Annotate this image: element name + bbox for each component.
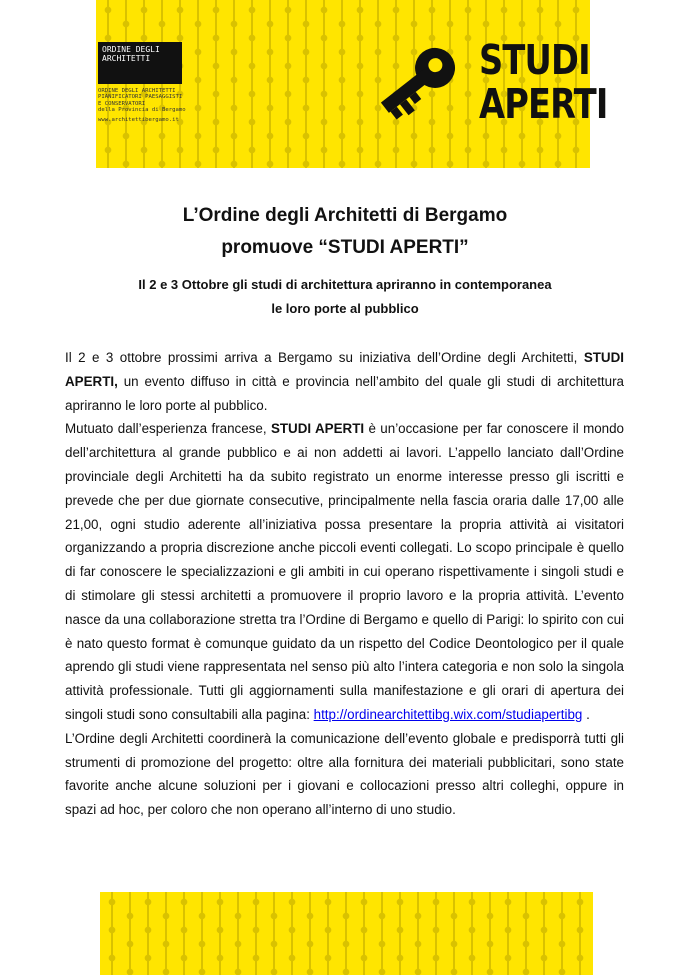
p1-text-c: un evento diffuso in città e provincia nell’ambito del quale gli studi di architettura apriranno le loro porte al pubblico. [65, 373, 624, 413]
title-line-2: promuove “STUDI APERTI” [221, 237, 469, 258]
org-line-2: PIANIFICATORI PAESAGGISTI [98, 94, 183, 101]
p1-text-a: Il 2 e 3 ottobre prossimi arriva a Bergamo su iniziativa dell’Ordine degli Architetti, [65, 350, 584, 365]
studi-aperti-link[interactable]: http://ordinearchitettibg.wix.com/studiapertibg [313, 706, 583, 722]
key-icon [372, 44, 472, 130]
article-body [65, 346, 624, 822]
org-line-4: della Provincia di Bergamo [98, 106, 186, 113]
logo-word-studi: STUDI [479, 36, 590, 84]
p2-text-a: Mutuato dall’esperienza francese, [65, 421, 271, 437]
p2-bold: STUDI APERTI [270, 421, 365, 437]
org-logo-badge [98, 42, 182, 84]
paragraph-1 [65, 346, 624, 417]
org-line-1: ORDINE DEGLI ARCHITETTI [98, 88, 176, 94]
paragraph-3: L’Ordine degli Architetti coordinerà la comunicazione dell’evento globale e predisporrà tutti gli strumenti di promozione del progetto: oltre alla fornitura dei materiali pubblicitari, sono state favorite anche alcune soluzioni per i giovani e collocazioni presso altri colleghi, oppure in spazi ad hoc, per coloro che non operano all’interno di uno studio. [65, 730, 624, 818]
subtitle-line-2: le loro porte al pubblico [271, 301, 419, 316]
org-website: www.architettibergamo.it [98, 117, 179, 124]
paragraph-2 [65, 417, 624, 726]
p2-text-c: è un’occasione per far conoscere il mondo dell’architettura al grande pubblico e ai non addetti ai lavori. L’appello lanciato dall’Ordine provinciale degli Architetti ha da subito registrato un enorme interesse presso gli iscritti e prevede che per due giornate consecutive, principalmente nella fascia oraria dalle 17,00 alle 21,00, ogni studio aderente all’iniziativa possa presentare la propria attività ai visitatori organizzando a propria discrezione anche piccoli eventi collegati. Lo scopo principale è quello di far conoscere le specializzazioni e gli ambiti in cui operano rispettivamente i singoli studi e di stimolare gli stessi architetti a promuovere il proprio lavoro e la propria attività. L’evento nasce da una collaborazione stretta tra l’Ordine di Bergamo e quello di Parigi: lo spirito con cui è nato questo format è comunque guidato da un rispetto del Codice Deontologico per il quale aprendo gli studi viene rappresentata nel senso più alto l’intera categoria e non solo la singola attività professionale. Tutti gli aggiornamenti sulla manifestazione e gli orari di apertura dei singoli studi sono consultabili alla pagina: [65, 421, 625, 722]
org-line-3: E CONSERVATORI [98, 100, 146, 107]
title-line-1: L’Ordine degli Architetti di Bergamo [182, 205, 508, 226]
footer-banner [100, 892, 593, 975]
p2-text-d: . [582, 706, 590, 722]
org-name-block [98, 88, 208, 123]
org-badge-text: ORDINE DEGLI ARCHITETTI [102, 45, 160, 63]
p1-bold: STUDI APERTI, [65, 350, 624, 389]
subtitle-line-1: Il 2 e 3 Ottobre gli studi di architettura apriranno in contemporanea [138, 277, 552, 292]
logo-word-aperti: APERTI [479, 80, 608, 128]
